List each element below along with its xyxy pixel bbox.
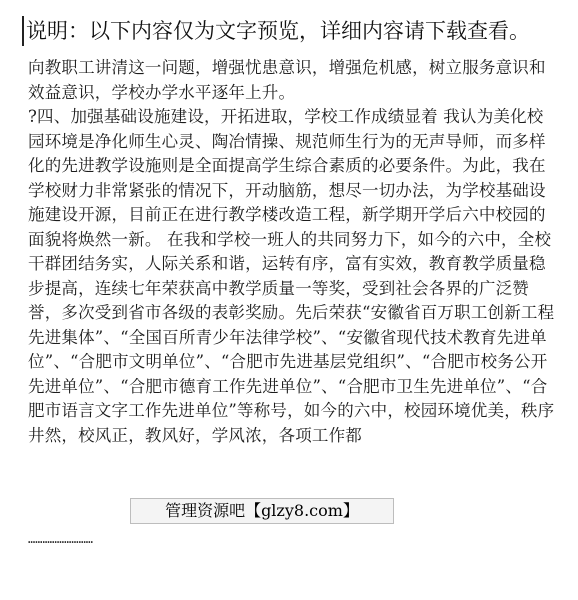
paragraph-2: ?四、加强基础设施建设，开拓进取，学校工作成绩显着 我认为美化校园环境是净化师生心灵、陶冶情操、规范师生行为的无声导师，而多样化的先进教学设施则是全面提高学生综合素质的必要条件。为此，我在学校财力非常紧张的情况下，开动脑筋，想尽一切办法，为学校基础设施建设开源，目前正在进行教学楼改造工程，新学期开学后六中校园的面貌将焕然一新。 在我和学校一班人的共同努力下，如今的六中，全校干群团结务实，人际关系和谐，运转有序，富有实效，教育教学质量稳步提高，连续七年荣获高中教学质量一等奖，受到社会各界的广泛赞誉，多次受到省市各级的表彰奖励。先后荣获“安徽省百万职工创新工程先进集体”、“全国百所青少年法律学校”、“安徽省现代技术教育先进单位”、“合肥市文明单位”、“合肥市先进基层党组织”、“合肥市校务公开先进单位”、“合肥市德育工作先进单位”、“合肥市卫生先进单位”、“合肥市语言文字工作先进单位”等称号，如今的六中，校园环境优美，秩序井然，校风正，教风好，学风浓，各项工作都 [28, 107, 555, 445]
watermark-banner: 管理资源吧【glzy8.com】 [130, 498, 394, 524]
document-body [28, 56, 556, 448]
truncation-dots: ……………………… [28, 532, 94, 546]
preview-notice: 说明：以下内容仅为文字预览，详细内容请下载查看。 [22, 16, 530, 46]
paragraph-1: 向教职工讲清这一问题，增强忧患意识，增强危机感，树立服务意识和效益意识，学校办学水平逐年上升。 [28, 58, 546, 102]
